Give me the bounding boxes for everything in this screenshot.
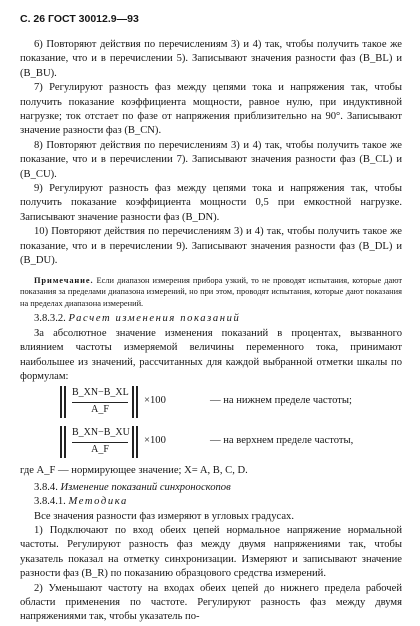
abs-bar bbox=[60, 386, 62, 418]
section-number: 3.8.4. bbox=[34, 481, 58, 493]
note-lead: Примечание. bbox=[34, 275, 94, 285]
abs-bar bbox=[132, 386, 134, 418]
formula-lower bbox=[60, 384, 402, 424]
paragraph-item-6: 6) Повторяют действия по перечислениям 3) и 4) так, чтобы получить такое же показание, что и в перечислении 5). Записывают значения разности фаз (B_BL) и (B_BU). bbox=[20, 39, 402, 79]
section-3832-text: За абсолютное значение изменения показаний в процентах, вызванного влиянием частоты измеряемой величины переменного тока, принимают наибольшее из значений, рассчитанных для каждой выбранной отметки шкалы по формулам: bbox=[20, 327, 402, 382]
paragraph-item-10: 10) Повторяют действия по перечислениям 3) и 4) так, чтобы получить такое же показание, что и в перечислении 9). Записывают значения разности фаз (B_DL) и (B_DU). bbox=[20, 226, 402, 267]
section-384-heading bbox=[20, 481, 402, 495]
fraction-denominator: A_F bbox=[91, 404, 109, 416]
abs-bar bbox=[132, 426, 134, 458]
abs-bar bbox=[64, 426, 66, 458]
formula-description: — на верхнем пределе частоты, bbox=[210, 435, 354, 447]
abs-fraction bbox=[60, 386, 140, 418]
paragraph-item-8: 8) Повторяют действия по перечислениям 3) и 4) так, чтобы получить такое же показание, что и в перечислении 7). Записывают значения разности фаз (B_CL) и (B_CU). bbox=[20, 139, 402, 180]
abs-bar bbox=[136, 386, 138, 418]
fraction-denominator: A_F bbox=[91, 444, 109, 456]
paragraph-step-2: 2) Уменьшают частоту на входах обеих цепей до нижнего предела рабочей области применения по частоте. Регулируют разность фаз между двумя напряжениями так, чтобы указатель по- bbox=[20, 582, 402, 623]
abs-bar bbox=[64, 386, 66, 418]
section-3841-heading bbox=[20, 495, 402, 509]
paragraph-item-9: 9) Регулируют разность фаз между цепями тока и напряжения так, чтобы получить показание коэффициента мощности 0,5 при емкостной нагрузке. Записывают значение разности фаз (B_DN). bbox=[20, 183, 402, 223]
section-title: Изменение показаний синхроноскопов bbox=[60, 481, 231, 493]
formula-multiplier: ×100 bbox=[144, 395, 166, 407]
section-3832-heading bbox=[20, 312, 402, 326]
section-number: 3.8.4.1. bbox=[34, 496, 66, 508]
section-number: 3.8.3.2. bbox=[34, 313, 66, 325]
abs-fraction bbox=[60, 426, 140, 458]
paragraph-step-1: 1) Подключают по вход обеих цепей нормальное напряжение нормальной частоты. Регулируют разность фаз между двумя напряжениями так, чтобы указатель показал на отметку синхронизации. Измеряют и записывают значение разности фаз (B_R) по показанию образцового средства измерений. bbox=[20, 524, 402, 580]
paragraph-item-7: 7) Регулируют разность фаз между цепями тока и напряжения так, чтобы получить показание коэффициента мощности, равное нулю, при индуктивной нагрузке; ток отстает по фазе от напряжения приблизительно на 90°. Записывают значение разности фаз (B_CN). bbox=[20, 82, 402, 137]
document-body bbox=[20, 38, 402, 625]
fraction-numerator: B_XN−B_XL bbox=[72, 387, 129, 399]
abs-bar bbox=[60, 426, 62, 458]
section-title: Расчет изменения показаний bbox=[68, 313, 241, 325]
formula-description: — на нижнем пределе частоты; bbox=[210, 395, 352, 407]
section-title: Методика bbox=[68, 496, 128, 508]
note-block bbox=[20, 275, 402, 310]
note-text: Если диапазон измерения прибора узкий, то не проводят испытания, которые дают показания за пределами диапазона измерений, но при этом, проводят испытания, которые дают показания на пределах диапазона измерений. bbox=[20, 275, 403, 308]
page-header: С. 26 ГОСТ 30012.9—93 bbox=[20, 13, 139, 25]
fraction-numerator: B_XN−B_XU bbox=[72, 427, 130, 439]
formula-multiplier: ×100 bbox=[144, 435, 166, 447]
where-clause: где A_F — нормирующее значение; X= A, B, C, D. bbox=[20, 465, 248, 477]
formula-upper bbox=[60, 424, 402, 464]
paragraph-angles: Все значения разности фаз измеряют в угловых градусах. bbox=[34, 510, 294, 522]
abs-bar bbox=[136, 426, 138, 458]
